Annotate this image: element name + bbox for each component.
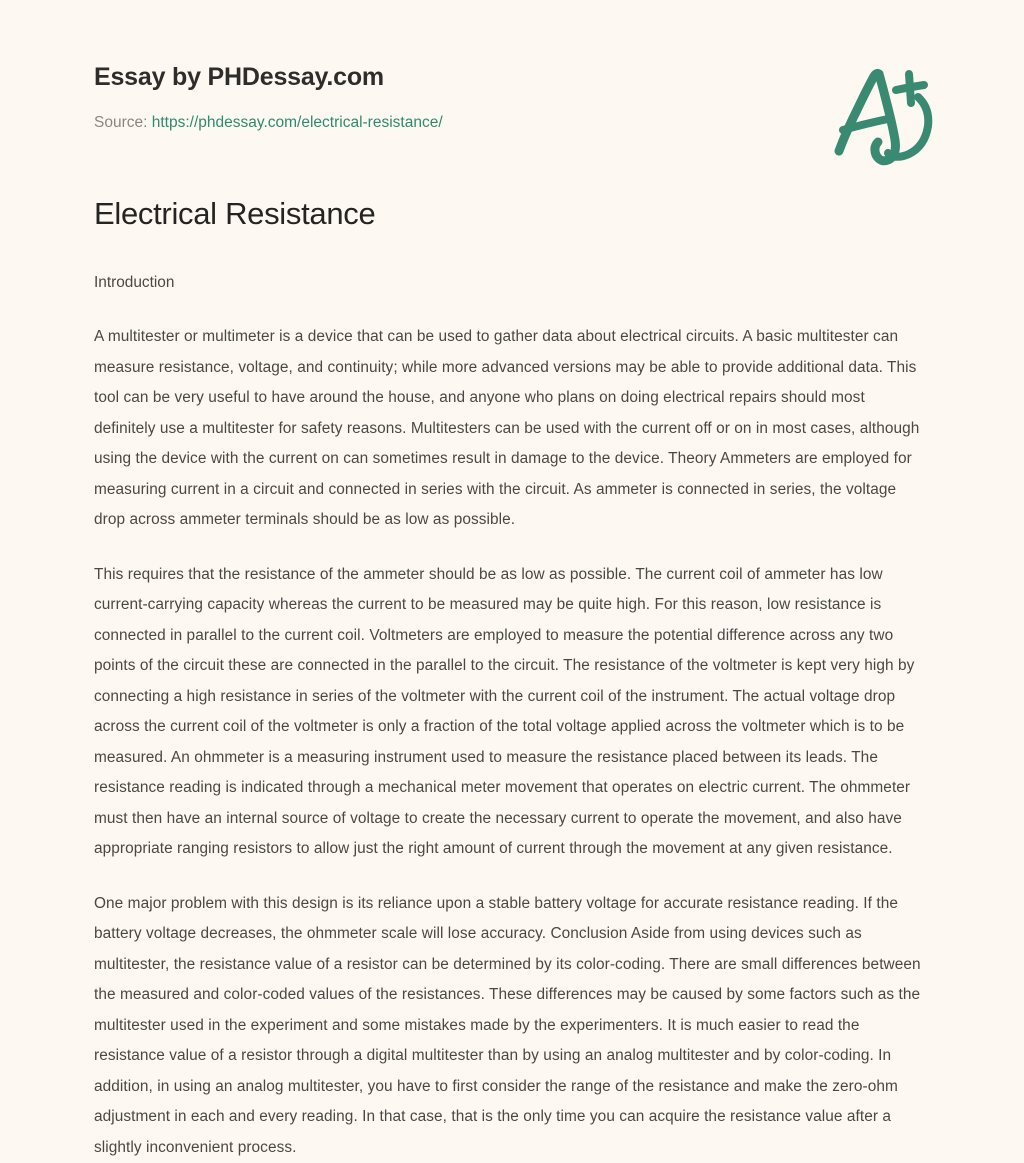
source-label: Source:: [94, 114, 148, 131]
source-line: [94, 113, 930, 133]
page-header: [0, 0, 1024, 133]
source-url-link[interactable]: https://phdessay.com/electrical-resistance/: [151, 114, 443, 131]
paragraph: This requires that the resistance of the ammeter should be as low as possible. The current coil of ammeter has low current-carrying capacity whereas the current to be measured may be quite high. For this reason, low resistance is connected in parallel to the current coil. Voltmeters are employed to measure the potential difference across any two points of the circuit these are connected in the parallel to the circuit. The resistance of the voltmeter is kept very high by connecting a high resistance in series of the voltmeter with the current coil of the instrument. The actual voltage drop across the current coil of the voltmeter is only a fraction of the total voltage applied across the voltmeter which is to be measured. An ohmmeter is a measuring instrument used to measure the resistance placed between its leads. The resistance reading is indicated through a mechanical meter movement that operates on electric current. The ohmmeter must then have an internal source of voltage to create the necessary current to operate the movement, and also have appropriate ranging resistors to allow just the right amount of current through the movement at any given resistance.: [94, 565, 915, 858]
page-title: Electrical Resistance: [94, 196, 376, 232]
paragraph: A multitester or multimeter is a device that can be used to gather data about electrical circuits. A basic multitester can measure resistance, voltage, and continuity; while more advanced versions may be able to provide additional data. This tool can be very useful to have around the house, and anyone who plans on doing electrical repairs should most definitely use a multitester for safety reasons. Multitesters can be used with the current off or on in most cases, although using the device with the current on can sometimes result in damage to the device. Theory Ammeters are employed for measuring current in a circuit and connected in series with the circuit. As ammeter is connected in series, the voltage drop across ammeter terminals should be as low as possible.: [94, 328, 920, 529]
brand-title: Essay by PHDessay.com: [94, 63, 384, 91]
a-plus-logo-icon: [826, 58, 946, 170]
body-text-container: [94, 322, 930, 1163]
article-body: [0, 195, 1024, 1163]
a-plus-logo: [826, 58, 946, 170]
paragraph: One major problem with this design is its reliance upon a stable battery voltage for accurate resistance reading. If the battery voltage decreases, the ohmmeter scale will lose accuracy. Conclusion Aside from using devices such as multitester, the resistance value of a resistor can be determined by its color-coding. There are small differences between the measured and color-coded values of the resistances. These differences may be caused by some factors such as the multitester used in the experiment and some mistakes made by the experimenters. It is much easier to read the resistance value of a resistor through a digital multitester than by using an analog multitester and by color-coding. In addition, in using an analog multitester, you have to first consider the range of the resistance and make the zero-ohm adjustment in each and every reading. In that case, that is the only time you can acquire the resistance value after a slightly inconvenient process.: [94, 894, 921, 1156]
section-heading-introduction: Introduction: [94, 273, 175, 291]
